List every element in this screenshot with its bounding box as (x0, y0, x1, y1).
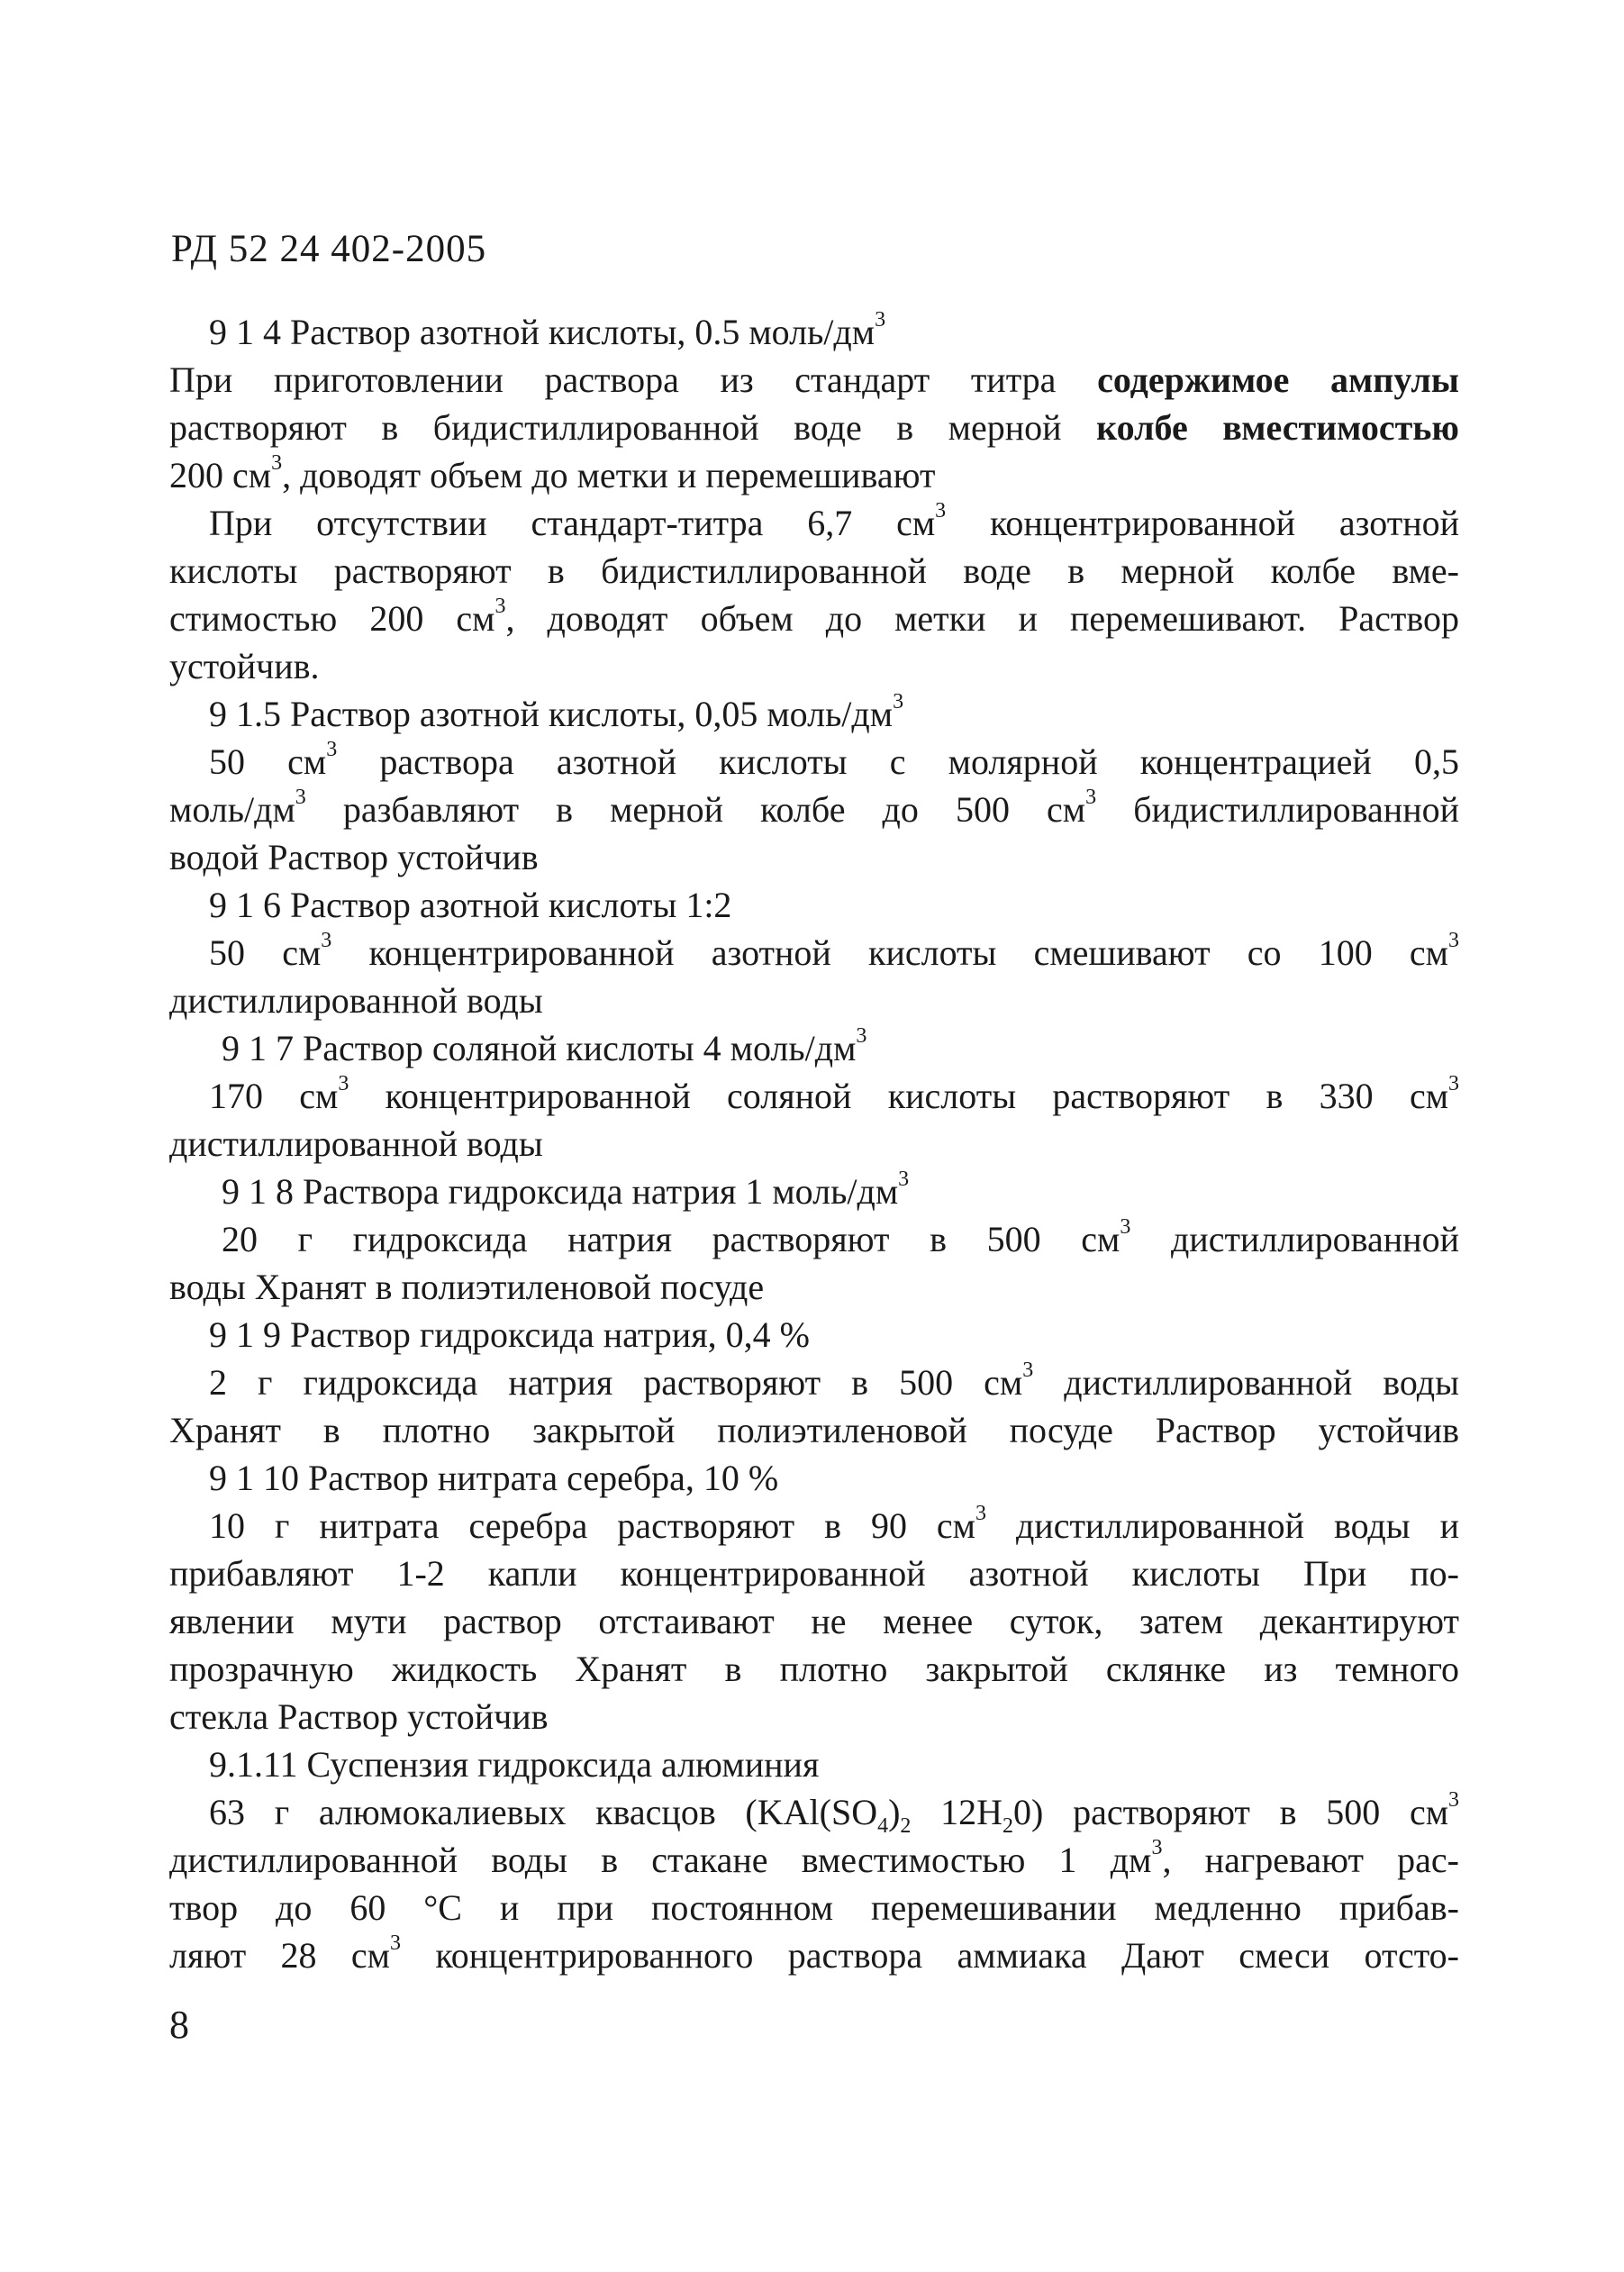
paragraph-line: кислоты растворяют в бидистиллированной воде в мерной колбе вме- (169, 550, 1459, 591)
paragraph-line: 20 г гидроксида натрия растворяют в 500 $см^3$ дистиллированной (222, 1214, 1459, 1259)
paragraph-line: 170 $см^3$ концентрированной соляной кислоты растворяют в 330 $см^3$ (209, 1071, 1460, 1116)
paragraph-line: прозрачную жидкость Хранят в плотно закрытой склянке из темного (169, 1649, 1459, 1689)
section-heading-9-1-4: 9 1 4 Раствор азотной кислоты, 0.5 моль/$дм^3$ (209, 307, 886, 352)
section-heading-9-1-11: 9.1.11 Суспензия гидроксида алюминия (209, 1744, 820, 1785)
paragraph-line: При отсутствии стандарт-титра 6,7 $см^3$ концентрированной азотной (209, 498, 1460, 543)
document-body (169, 308, 1459, 1979)
section-heading-9-1-8: 9 1 8 Раствора гидроксида натрия 1 моль/$дм^3$ (222, 1167, 910, 1212)
paragraph-line: твор до 60 °С и при постоянном перемешивании медленно прибав- (169, 1887, 1459, 1928)
paragraph-line: стимостью 200 $см^3$, доводят объем до метки и перемешивают. Раствор (169, 594, 1459, 639)
paragraph-line: стекла Раствор устойчив (169, 1696, 549, 1737)
paragraph-line: явлении мути раствор отстаивают не менее суток, затем декантируют (169, 1601, 1459, 1641)
paragraph-line: дистиллированной воды (169, 1123, 543, 1164)
paragraph-line: дистиллированной воды (169, 980, 543, 1021)
section-heading-9-1-10: 9 1 10 Раствор нитрата серебра, 10 % (209, 1458, 779, 1498)
paragraph-line: прибавляют 1-2 капли концентрированной азотной кислоты При по- (169, 1553, 1459, 1594)
paragraph-line: воды Хранят в полиэтиленовой посуде (169, 1267, 765, 1307)
document-code-header: РД 52 24 402-2005 (171, 228, 487, 270)
paragraph-line: 50 $см^3$ концентрированной азотной кислоты смешивают со 100 $см^3$ (209, 928, 1459, 973)
paragraph-line: При приготовлении раствора из стандарт титра содержимое ампулы (169, 359, 1460, 400)
paragraph-line: водой Раствор устойчив (169, 837, 539, 877)
paragraph-line: моль/$дм^3$ разбавляют в мерной колбе до 500 $см^3$ бидистиллированной (169, 785, 1460, 830)
section-heading-9-1-6: 9 1 6 Раствор азотной кислоты 1:2 (209, 885, 732, 925)
section-heading-9-1-9: 9 1 9 Раствор гидроксида натрия, 0,4 % (209, 1314, 810, 1355)
paragraph-line: Хранят в плотно закрытой полиэтиленовой посуде Раствор устойчив (169, 1410, 1459, 1450)
paragraph-line: 63 г алюмокалиевых квасцов ($KAl(SO_4)_2$ $12H_20$) растворяют в 500 $см^3$ (209, 1787, 1460, 1838)
paragraph-line: 10 г нитрата серебра растворяют в 90 $см^3$ дистиллированной воды и (209, 1501, 1460, 1546)
paragraph-line: 200 $см^3$, доводят объем до метки и перемешивают (169, 450, 936, 495)
section-heading-9-1-7: 9 1 7 Раствор соляной кислоты 4 моль/$дм^3$ (222, 1023, 867, 1068)
paragraph-line: дистиллированной воды в стакане вместимостью 1 $дм^3$, нагревают рас- (169, 1835, 1459, 1880)
paragraph-line: растворяют в бидистиллированной воде в мерной колбе вместимостью (169, 407, 1460, 448)
paragraph-line: ляют 28 $см^3$ концентрированного раствора аммиака Дают смеси отсто- (169, 1931, 1460, 1976)
page-number: 8 (169, 2003, 189, 2047)
paragraph-line: 2 г гидроксида натрия растворяют в 500 $см^3$ дистиллированной воды (209, 1358, 1459, 1403)
section-heading-9-1-5: 9 1.5 Раствор азотной кислоты, 0,05 моль/$дм^3$ (209, 689, 904, 734)
paragraph-line: 50 $см^3$ раствора азотной кислоты с молярной концентрацией 0,5 (209, 737, 1459, 782)
paragraph-line: устойчив. (169, 646, 320, 686)
